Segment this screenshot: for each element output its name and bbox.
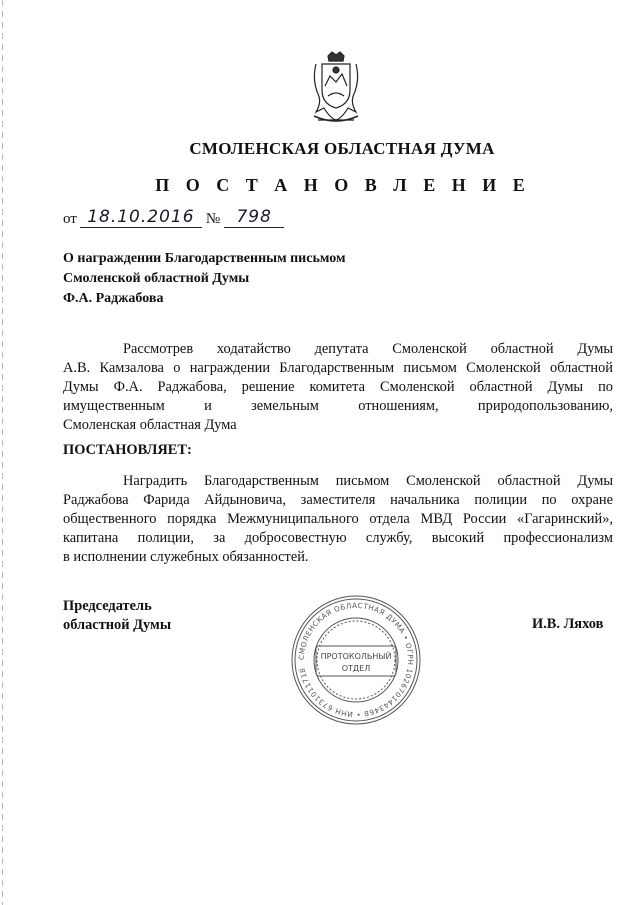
signatory-title-line: Председатель (63, 598, 152, 614)
handwritten-number: 798 (224, 207, 284, 228)
date-number-row (63, 207, 284, 228)
award-paragraph (63, 472, 613, 567)
council-name: СМОЛЕНСКАЯ ОБЛАСТНАЯ ДУМА (189, 139, 495, 158)
official-stamp-seal (288, 592, 424, 728)
paragraph-line: Думы Ф.А. Раджабова, решение комитета Смоленской областной Думы по (63, 379, 613, 395)
seal-ring-text: СМОЛЕНСКАЯ ОБЛАСТНАЯ ДУМА • ОГРН 1026701443468 • ИНН 6731011718 (296, 600, 416, 720)
resolves-heading: ПОСТАНОВЛЯЕТ: (63, 442, 192, 458)
considering-paragraph (63, 340, 613, 435)
date-prefix: от (63, 211, 77, 227)
paragraph-line: имущественным и земельным отношениям, природопользованию, (63, 398, 613, 414)
subject-line: Смоленской областной Думы (63, 271, 250, 286)
signatory-name: И.В. Ляхов (532, 616, 604, 632)
seal-center-line: ОТДЕЛ (341, 664, 371, 673)
signatory-title (63, 597, 171, 635)
paragraph-line: А.В. Камзалова о награждении Благодарственным письмом Смоленской областной (63, 360, 613, 376)
subject-line: Ф.А. Раджабова (63, 291, 164, 306)
subject-block (63, 249, 345, 309)
paragraph-line: общественного порядка Межмуниципального отдела МВД России «Гагаринский», (63, 511, 613, 527)
paragraph-line: Наградить Благодарственным письмом Смоленской областной Думы (123, 473, 613, 489)
handwritten-date: 18.10.2016 (80, 207, 202, 228)
paragraph-line: Рассмотрев ходатайство депутата Смоленской областной Думы (123, 341, 613, 357)
scan-edge-line (2, 0, 3, 905)
number-sign: № (205, 211, 221, 227)
paragraph-line: капитана полиции, за добросовестную службу, высокий профессионализм (63, 530, 613, 546)
signatory-title-line: областной Думы (63, 617, 172, 633)
paragraph-line: в исполнении служебных обязанностей. (63, 549, 309, 565)
coat-of-arms-emblem (306, 50, 366, 126)
document-type-title: П О С Т А Н О В Л Е Н И Е (155, 175, 531, 195)
seal-center-line: ПРОТОКОЛЬНЫЙ (320, 652, 392, 661)
paragraph-line: Раджабова Фарида Айдыновича, заместителя начальника полиции по охране (63, 492, 613, 508)
subject-line: О награждении Благодарственным письмом (63, 251, 346, 266)
paragraph-line: Смоленская областная Дума (63, 417, 237, 433)
